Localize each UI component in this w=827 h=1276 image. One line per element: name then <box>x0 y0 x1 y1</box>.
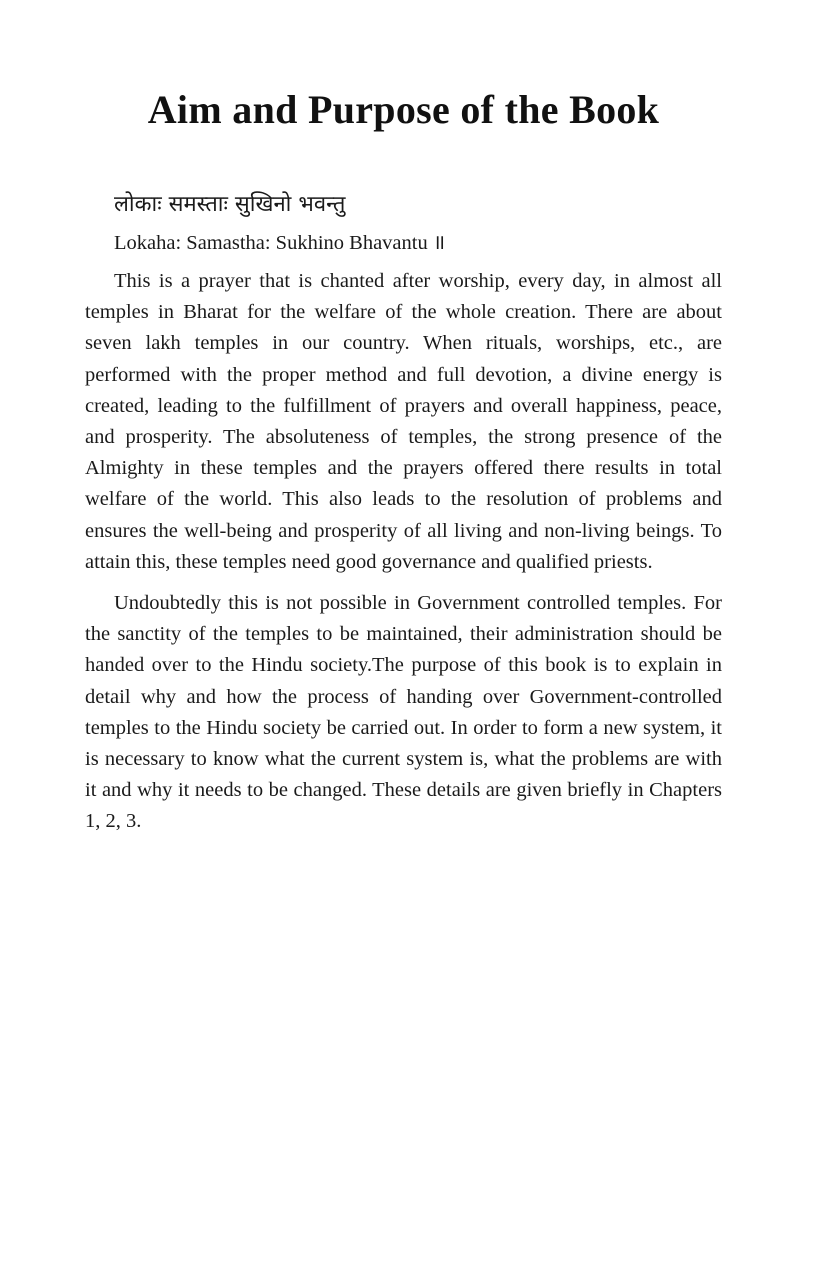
body-paragraph: This is a prayer that is chanted after worship, every day, in almost all temples in Bharat for the welfare of the whole creation. There are about seven lakh temples in our country. When rituals, worships, etc., are performed with the proper method and full devotion, a divine energy is created, leading to the fulfillment of prayers and overall happiness, peace, and prosperity. The absoluteness of temples, the strong presence of the Almighty in these temples and the prayers offered there results in total welfare of the world. This also leads to the resolution of problems and ensures the well-being and prosperity of all living and non-living beings. To attain this, these temples need good governance and qualified priests. <box>85 270 722 573</box>
book-page <box>85 0 722 838</box>
body-paragraph: Undoubtedly this is not possible in Government controlled temples. For the sanctity of the temples to be maintained, their administration should be handed over to the Hindu society.The purpose of this book is to explain in detail why and how the process of handing over Government-controlled temples to the Hindu society be carried out. In order to form a new system, it is necessary to know what the current system is, what the problems are with it and why it needs to be changed. These details are given briefly in Chapters 1, 2, 3. <box>85 592 722 833</box>
page-title: Aim and Purpose of the Book <box>147 87 660 132</box>
sanskrit-prayer: लोकाः समस्ताः सुखिनो भवन्तु <box>114 192 346 217</box>
prayer-transliteration: Lokaha: Samastha: Sukhino Bhavantu ॥ <box>114 232 446 254</box>
